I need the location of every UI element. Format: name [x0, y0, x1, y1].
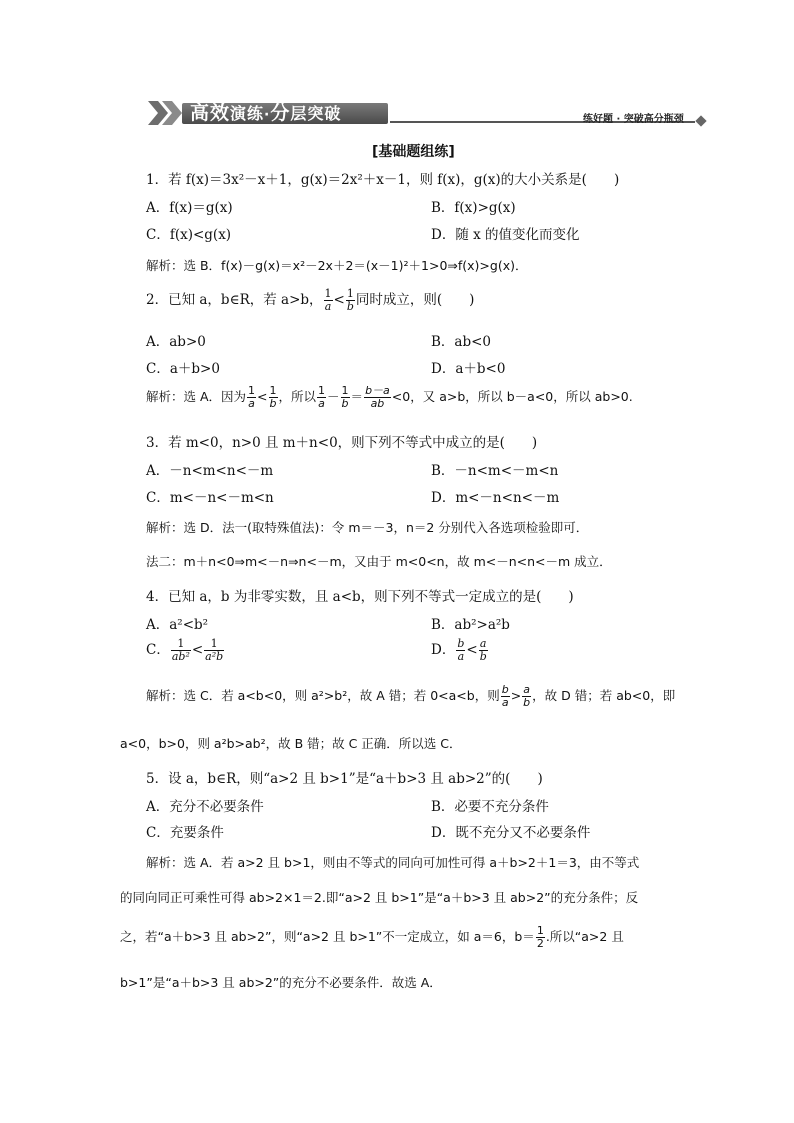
banner-word: 层突破 — [290, 104, 342, 123]
fraction — [479, 638, 488, 663]
frac-num: 1 — [536, 924, 544, 937]
q2-sol-mid: ，所以 — [278, 389, 317, 404]
frac-den: b — [269, 397, 277, 410]
frac-den: a²b — [205, 650, 224, 663]
q2-option-c: C．a＋b>0 — [146, 361, 220, 377]
frac-den: 2 — [536, 937, 544, 950]
q1-option-c: C．f(x)<g(x) — [146, 227, 232, 243]
q2-option-b: B．ab<0 — [431, 334, 492, 350]
q2-sol-post: <0，又 a>b，所以 b－a<0，所以 ab>0. — [391, 389, 633, 404]
frac-den: b — [479, 650, 487, 663]
q1-option-a: A．f(x)＝g(x) — [146, 200, 233, 216]
frac-den: a — [318, 397, 325, 410]
q3-solution-1: 解析：选 D．法一(取特殊值法)：令 m＝－3，n＝2 分别代入各选项检验即可． — [146, 520, 589, 535]
q5-option-b: B．必要不充分条件 — [431, 799, 549, 815]
q5-solution-4: b>1”是“a＋b>3 且 ab>2”的充分不必要条件．故选 A． — [120, 975, 442, 990]
frac-num: 1 — [318, 384, 326, 397]
gt-sign: > — [510, 688, 522, 703]
banner-char: 高 — [190, 102, 211, 124]
equals-sign: ＝ — [350, 389, 364, 404]
frac-den: b — [341, 397, 349, 410]
frac-num: a — [479, 637, 487, 650]
fraction — [522, 684, 531, 709]
fraction — [171, 638, 191, 663]
frac-num: 1 — [346, 287, 354, 300]
frac-num: 1 — [248, 384, 256, 397]
q3-option-d: D．m<－n<n<－m — [431, 490, 560, 506]
frac-den: a — [501, 696, 509, 709]
q4-sol-post: ，故 D 错；若 ab<0，即 — [532, 688, 676, 703]
frac-num: b－a — [365, 384, 390, 397]
fraction — [536, 925, 545, 950]
diamond-icon — [695, 115, 706, 126]
minus-sign: － — [327, 389, 340, 404]
option-label: C． — [146, 642, 170, 658]
fraction — [317, 385, 326, 410]
q3-option-a: A．－n<m<n<－m — [146, 463, 274, 479]
fraction — [324, 288, 333, 313]
q2-stem-post: 同时成立，则( ) — [355, 292, 475, 308]
lt-sign: < — [257, 389, 268, 404]
q5-sol-pre: 之，若“a＋b>3 且 ab>2”，则“a>2 且 b>1”不一定成立，如 a＝6，b＝ — [120, 929, 535, 944]
lt-sign: < — [466, 642, 478, 658]
q4-option-b: B．ab²>a²b — [431, 617, 510, 633]
frac-den: ab² — [171, 650, 190, 663]
section-title: [基础题组练] — [372, 144, 455, 160]
fraction — [364, 385, 391, 410]
lt-sign: < — [333, 292, 345, 308]
header-tagline: 练好题 · 突破高分瓶颈 — [583, 114, 684, 125]
banner-char: 效 — [210, 102, 231, 124]
q5-option-c: C．充要条件 — [146, 825, 224, 841]
q5-sol-post: .所以“a>2 且 — [545, 929, 624, 944]
section-banner — [146, 100, 394, 126]
q4-solution-1 — [146, 684, 675, 709]
banner-word: 演练 — [230, 104, 265, 123]
frac-den: a — [248, 397, 255, 410]
banner-dot: · — [264, 107, 271, 123]
frac-num: 1 — [341, 384, 349, 397]
q5-option-a: A．充分不必要条件 — [146, 799, 264, 815]
frac-den: a — [457, 650, 465, 663]
q2-option-a: A．ab>0 — [146, 334, 206, 350]
q5-option-d: D．既不充分又不必要条件 — [431, 825, 591, 841]
q3-option-b: B．－n<m<－m<n — [431, 463, 559, 479]
question-4-stem: 4．已知 a，b 为非零实数，且 a<b，则下列不等式一定成立的是( ) — [146, 589, 574, 605]
q4-option-d — [431, 638, 489, 663]
q4-sol-pre: 解析：选 C．若 a<b<0，则 a²>b²，故 A 错；若 0<a<b，则 — [146, 688, 500, 703]
frac-num: a — [523, 683, 531, 696]
question-1-stem: 1．若 f(x)＝3x²－x＋1，g(x)＝2x²＋x－1，则 f(x)，g(x)的大小关系是( ) — [146, 172, 620, 188]
frac-num: b — [457, 637, 465, 650]
banner-char: 分 — [270, 102, 291, 124]
fraction — [247, 385, 256, 410]
q3-solution-2: 法二：m＋n<0⇒m<－n⇒n<－m，又由于 m<0<n，故 m<－n<n<－m 成立． — [146, 554, 612, 569]
q1-option-d: D．随 x 的值变化而变化 — [431, 227, 580, 243]
q4-option-a: A．a²<b² — [146, 617, 209, 633]
fraction — [501, 684, 510, 709]
q5-solution-3 — [120, 925, 624, 950]
fraction — [456, 638, 465, 663]
frac-den: b — [346, 300, 354, 313]
banner-title — [190, 103, 341, 124]
frac-den: a — [324, 300, 332, 313]
frac-num: 1 — [269, 384, 277, 397]
q4-solution-2: a<0，b>0，则 a²b>ab²，故 B 错；故 C 正确．所以选 C． — [120, 736, 462, 751]
frac-den: ab — [370, 397, 385, 410]
frac-num: b — [501, 683, 509, 696]
q2-sol-pre: 解析：选 A．因为 — [146, 389, 247, 404]
chevron-arrows-icon — [146, 100, 186, 126]
fraction — [341, 385, 350, 410]
fraction — [204, 638, 224, 663]
q2-stem-pre: 2．已知 a，b∈R，若 a>b， — [146, 292, 323, 308]
q1-solution: 解析：选 B．f(x)－g(x)＝x²－2x＋2＝(x－1)²＋1>0⇒f(x)>g(x)． — [146, 258, 528, 273]
lt-sign: < — [191, 642, 204, 658]
q5-solution-1: 解析：选 A．若 a>2 且 b>1，则由不等式的同向可加性可得 a＋b>2＋1＝3，由不等式 — [146, 855, 640, 870]
fraction — [269, 385, 278, 410]
q2-option-d: D．a＋b<0 — [431, 361, 506, 377]
question-2-stem — [146, 288, 474, 313]
frac-num: 1 — [171, 638, 191, 651]
frac-num: 1 — [324, 287, 332, 300]
option-label: D． — [431, 642, 456, 658]
question-3-stem: 3．若 m<0，n>0 且 m＋n<0，则下列不等式中成立的是( ) — [146, 435, 538, 451]
q5-solution-2: 的同向同正可乘性可得 ab>2×1＝2.即“a>2 且 b>1”是“a＋b>3 且 ab>2”的充分条件；反 — [120, 890, 639, 905]
frac-num: 1 — [204, 638, 224, 651]
q4-option-c — [146, 638, 225, 663]
q3-option-c: C．m<－n<－m<n — [146, 490, 274, 506]
q1-option-b: B．f(x)>g(x) — [431, 200, 516, 216]
frac-den: b — [523, 696, 531, 709]
q2-solution — [146, 385, 633, 410]
question-5-stem: 5．设 a，b∈R，则“a>2 且 b>1”是“a＋b>3 且 ab>2”的( ) — [146, 771, 543, 787]
fraction — [346, 288, 355, 313]
